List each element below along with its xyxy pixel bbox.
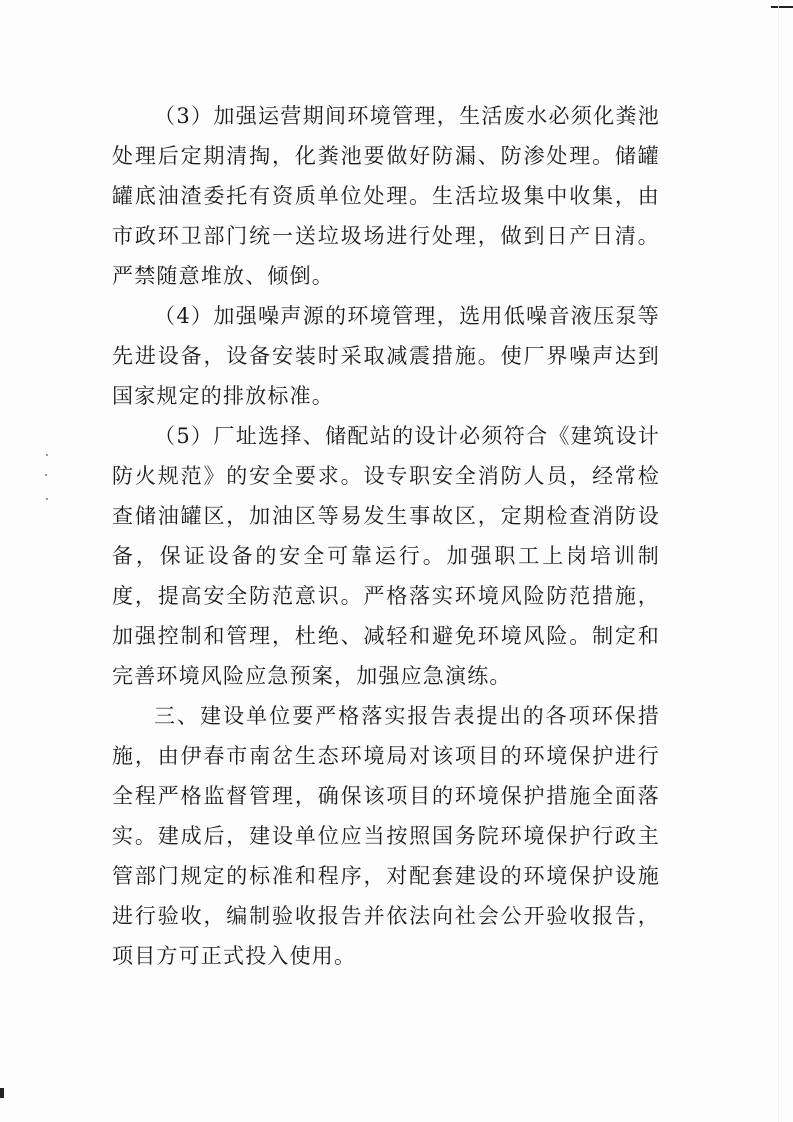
paragraph-environmental-supervision: 三、建设单位要严格落实报告表提出的各项环保措施，由伊春市南岔生态环境局对该项目的环境保护进行全程严格监督管理，确保该项目的环境保护措施全面落实。建成后，建设单位应当按照国务院环境保护行政主管部门规定的标准和程序，对配套建设的环境保护设施进行验收，编制验收报告并依法向社会公开验收报告，项目方可正式投入使用。 — [112, 704, 660, 968]
scan-edge-mark — [0, 1088, 4, 1098]
scan-edge-mark — [771, 6, 793, 8]
scan-speck — [46, 498, 48, 500]
paragraph-fire-safety: （5）厂址选择、储配站的设计必须符合《建筑设计防火规范》的安全要求。设专职安全消防人员，经常检查储油罐区，加油区等易发生事故区，定期检查消防设备，保证设备的安全可靠运行。加强职工上岗培训制度，提高安全防范意识。严格落实环境风险防范措施，加强控制和管理，杜绝、减轻和避免环境风险。制定和完善环境风险应急预案，加强应急演练。 — [112, 424, 660, 688]
scan-speck — [46, 454, 48, 456]
document-body — [112, 96, 660, 976]
scan-speck — [45, 474, 47, 476]
paragraph-noise-management: （4）加强噪声源的环境管理，选用低噪音液压泵等先进设备，设备安装时采取减震措施。使厂界噪声达到国家规定的排放标准。 — [112, 304, 660, 408]
paragraph-wastewater-management: （3）加强运营期间环境管理，生活废水必须化粪池处理后定期清掏，化粪池要做好防漏、防渗处理。储罐罐底油渣委托有资质单位处理。生活垃圾集中收集，由市政环卫部门统一送垃圾场进行处理，做到日产日清。严禁随意堆放、倾倒。 — [112, 104, 660, 288]
scan-edge-shadow — [778, 0, 779, 1122]
